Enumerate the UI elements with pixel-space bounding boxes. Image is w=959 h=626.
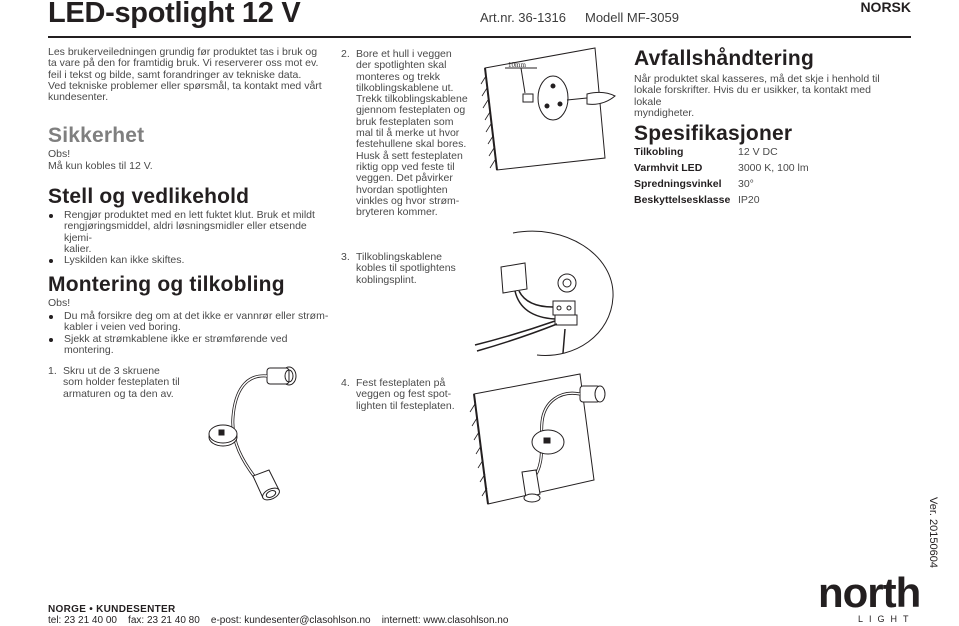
step-line: mal til å merke ut hvor xyxy=(356,127,460,140)
step-line: festehullene skal bores. xyxy=(356,138,467,151)
step-line: Husk å sett festeplaten xyxy=(356,149,463,162)
article-number: Art.nr. 36-1316 xyxy=(480,10,566,25)
mounting-item: Du må forsikre deg om at det ikke er vannrør eller strøm- kabler i veien ved boring. xyxy=(48,311,333,334)
step-line: Fest festeplaten på xyxy=(356,377,446,389)
step-line: armaturen og ta den av. xyxy=(63,387,174,400)
mounting-heading: Montering og tilkobling xyxy=(48,273,285,296)
language-label: NORSK xyxy=(860,0,911,15)
specs-table xyxy=(634,146,809,210)
spec-value: IP20 xyxy=(738,194,760,206)
step-line: bryteren kommer. xyxy=(356,206,438,219)
spec-value: 3000 K, 100 lm xyxy=(738,162,809,174)
spec-row xyxy=(634,194,809,210)
step-line: Tilkoblingskablene xyxy=(356,251,442,263)
disposal-line: myndigheter. xyxy=(634,106,695,119)
step-number: 1. xyxy=(48,365,57,377)
step-line: tilkoblingskablene ut. xyxy=(356,81,454,94)
mounting-item: Sjekk at strømkablene ikke er strømførende ved montering. xyxy=(48,334,333,357)
page-title: LED-spotlight 12 V xyxy=(48,0,301,29)
care-list xyxy=(48,210,333,266)
mounting-obs: Obs! xyxy=(48,297,71,309)
spec-key: Beskyttelsesklasse xyxy=(634,194,731,206)
step-line: Skru ut de 3 skruene xyxy=(63,365,160,377)
drill-illustration xyxy=(475,46,625,171)
step-line: der spotlighten skal xyxy=(356,59,447,72)
spec-key: Spredningsvinkel xyxy=(634,178,722,190)
step-number: 3. xyxy=(341,251,350,263)
specs-heading: Spesifikasjoner xyxy=(634,122,793,145)
step-line: lighten til festeplaten. xyxy=(356,399,455,412)
version-label: Ver. 20150604 xyxy=(927,497,939,568)
mounted-illustration xyxy=(460,372,610,522)
footer-country: NORGE • KUNDESENTER xyxy=(48,604,176,615)
intro-line: Ved tekniske problemer eller spørsmål, ta kontakt med vårt xyxy=(48,79,322,92)
disposal-line: lokale forskrifter. Hvis du er usikker, ta kontakt med lokale xyxy=(634,84,871,108)
intro-text xyxy=(48,47,328,103)
care-heading: Stell og vedlikehold xyxy=(48,185,250,208)
safety-obs: Obs! xyxy=(48,148,71,160)
intro-line: Les brukerveiledningen grundig før produktet tas i bruk og xyxy=(48,46,318,58)
spec-value: 30° xyxy=(738,178,754,190)
model-number: Modell MF-3059 xyxy=(585,10,679,25)
step-line: veggen og fest spot- xyxy=(356,388,452,401)
step-line: som holder festeplaten til xyxy=(63,376,180,389)
dimension-label: 10mm xyxy=(508,61,526,69)
spec-value: 12 V DC xyxy=(738,146,778,158)
step-number: 4. xyxy=(341,377,350,389)
step-number: 2. xyxy=(341,48,350,60)
spec-key: Tilkobling xyxy=(634,146,684,158)
step-line: bruk festeplaten som xyxy=(356,115,454,128)
spec-key: Varmhvit LED xyxy=(634,162,703,174)
step-line: gjennom festeplaten og xyxy=(356,104,466,117)
header-rule xyxy=(48,36,911,38)
intro-line: feil i tekst og bilde, samt forandringer av tekniske data. xyxy=(48,68,302,81)
spec-row xyxy=(634,162,809,178)
step-line: Bore et hull i veggen xyxy=(356,48,452,60)
step-line: Trekk tilkoblingskablene xyxy=(356,93,468,106)
brand-logo: north xyxy=(818,569,921,616)
brand-logo-sub: LIGHT xyxy=(858,614,915,624)
step-line: monteres og trekk xyxy=(356,70,441,83)
step-line: hvordan spotlighten xyxy=(356,183,448,196)
disposal-heading: Avfallshåndtering xyxy=(634,47,814,70)
intro-line: kundesenter. xyxy=(48,91,109,104)
wiring-illustration xyxy=(455,225,630,360)
step-line: vinkles og hvor strøm- xyxy=(356,194,460,207)
step-line: kobles til spotlightens xyxy=(356,262,456,275)
intro-line: ta vare på den for framtidig bruk. Vi reserverer oss mot ev. xyxy=(48,57,319,70)
step-line: riktig opp ved feste til xyxy=(356,160,455,173)
safety-text: Må kun kobles til 12 V. xyxy=(48,160,153,172)
spec-row xyxy=(634,146,809,162)
footer-contact: tel: 23 21 40 00 fax: 23 21 40 80 e-post: kundesenter@clasohlson.no internett: www.clasohlson.no xyxy=(48,615,509,626)
spotlight-illustration xyxy=(195,362,305,512)
care-item: Lyskilden kan ikke skiftes. xyxy=(48,255,333,266)
care-item: Rengjør produktet med en lett fuktet klut. Bruk et mildt rengjøringsmiddel, aldri løsningsmidler eller etsende kjemi- kalier. xyxy=(48,210,333,255)
step-line: koblingsplint. xyxy=(356,273,417,286)
spec-row xyxy=(634,178,809,194)
disposal-text xyxy=(634,74,894,119)
mounting-list xyxy=(48,311,333,356)
step-2 xyxy=(341,49,491,239)
safety-heading: Sikkerhet xyxy=(48,124,145,147)
step-line: veggen. Det påvirker xyxy=(356,172,453,185)
disposal-line: Når produktet skal kasseres, må det skje i henhold til xyxy=(634,73,880,85)
